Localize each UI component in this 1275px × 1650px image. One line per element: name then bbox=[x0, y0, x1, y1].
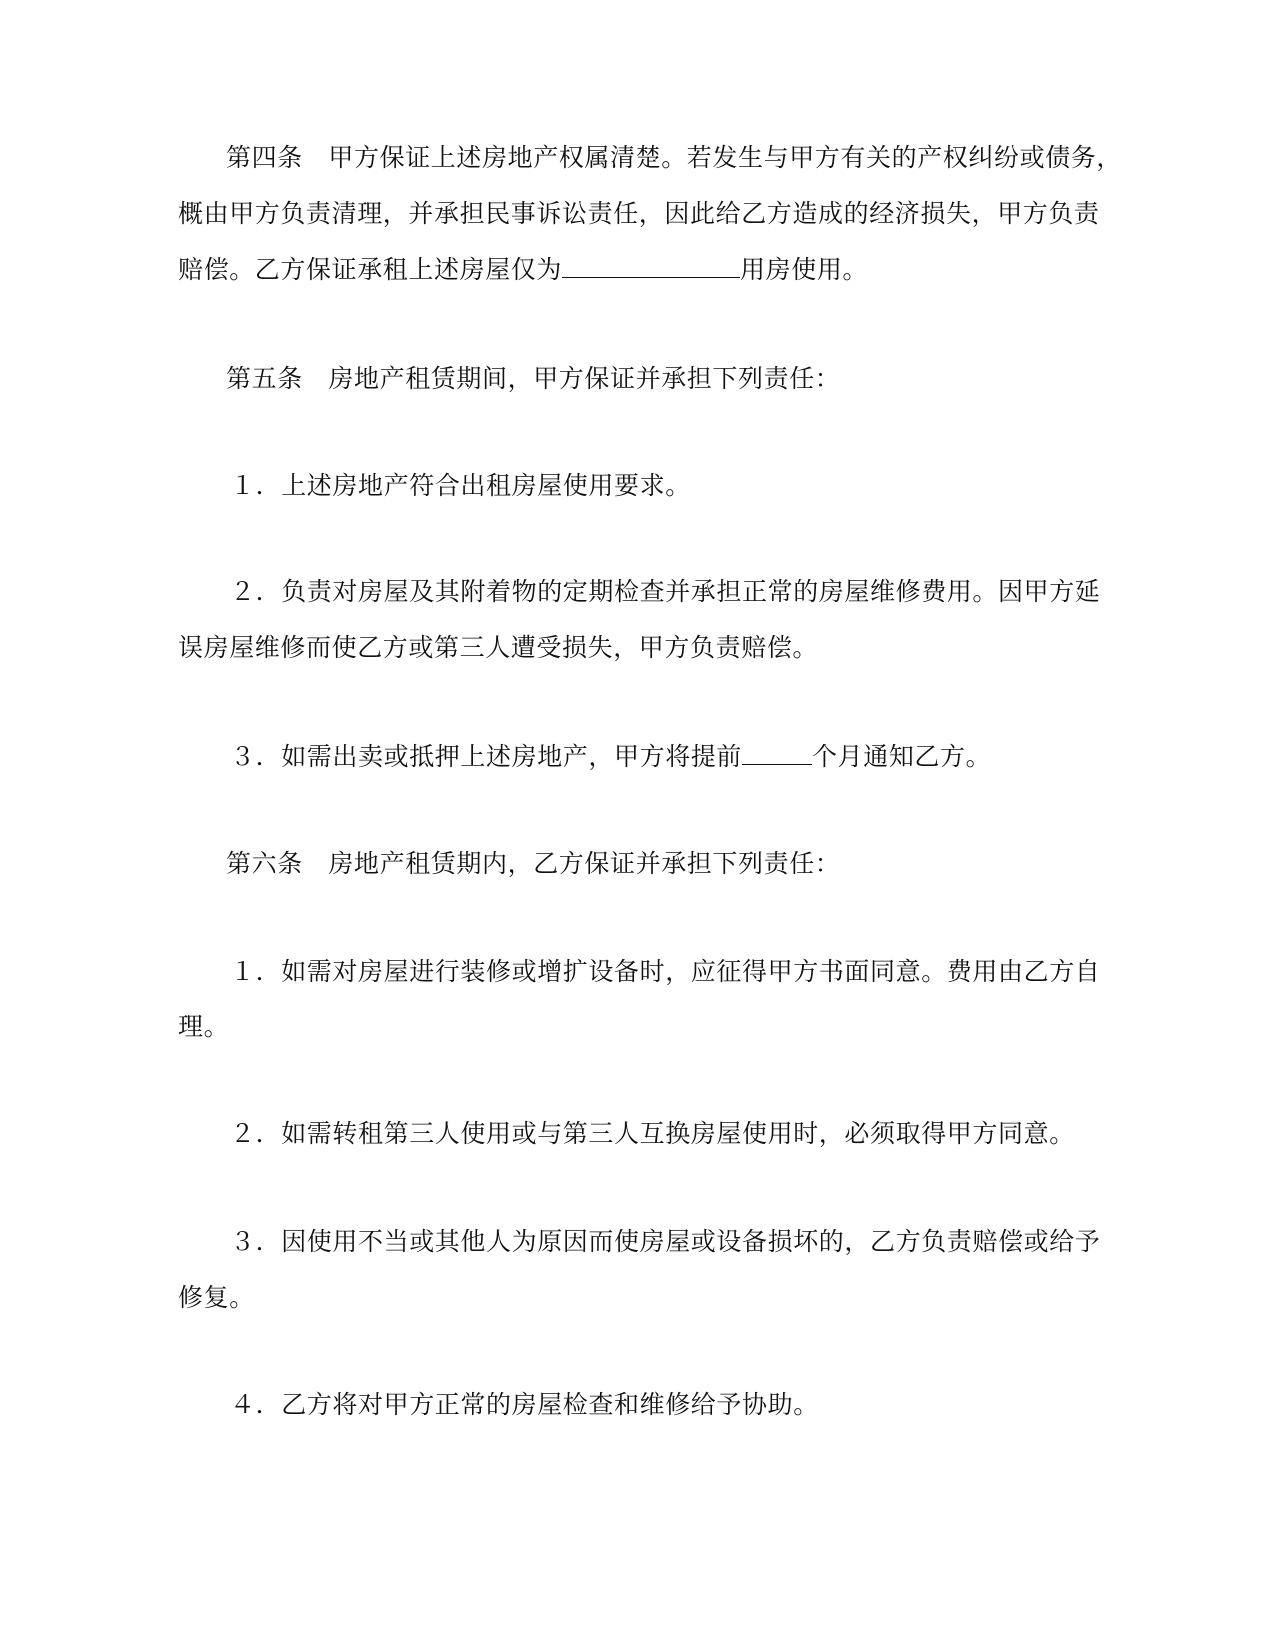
article-5-item-2-line-2: 误房屋维修而使乙方或第三人遭受损失，甲方负责赔偿。 bbox=[178, 633, 819, 662]
article-5-item-1: １．上述房地产符合出租房屋使用要求。 bbox=[230, 471, 691, 500]
article-4-line-1: 第四条 甲方保证上述房地产权属清楚。若发生与甲方有关的产权纠纷或债务， bbox=[226, 143, 1123, 172]
article-4-line-3-suffix: 用房使用。 bbox=[740, 255, 869, 284]
months-blank bbox=[742, 740, 812, 765]
article-6-item-3-line-2: 修复。 bbox=[178, 1283, 255, 1312]
article-4-line-3 bbox=[178, 253, 868, 286]
article-6-heading: 第六条 房地产租赁期内，乙方保证并承担下列责任： bbox=[226, 849, 841, 878]
article-4-line-2: 概由甲方负责清理，并承担民事诉讼责任，因此给乙方造成的经济损失，甲方负责 bbox=[178, 199, 1100, 228]
article-5-item-2-line-1: ２．负责对房屋及其附着物的定期检查并承担正常的房屋维修费用。因甲方延 bbox=[230, 577, 1101, 606]
article-5-item-3-text: ３．如需出卖或抵押上述房地产，甲方将提前 bbox=[230, 742, 743, 771]
article-6-item-3-line-1: ３．因使用不当或其他人为原因而使房屋或设备损坏的，乙方负责赔偿或给予 bbox=[230, 1227, 1101, 1256]
article-6-item-2: ２．如需转租第三人使用或与第三人互换房屋使用时，必须取得甲方同意。 bbox=[230, 1119, 1075, 1148]
article-4-line-3-text: 赔偿。乙方保证承租上述房屋仅为 bbox=[178, 255, 563, 284]
article-5-item-3 bbox=[230, 740, 991, 773]
usage-blank bbox=[562, 253, 740, 278]
article-6-item-1-line-2: 理。 bbox=[178, 1012, 230, 1041]
article-5-item-3-suffix: 个月通知乙方。 bbox=[812, 742, 992, 771]
article-5-heading: 第五条 房地产租赁期间，甲方保证并承担下列责任： bbox=[226, 364, 841, 393]
article-6-item-4: ４．乙方将对甲方正常的房屋检查和维修给予协助。 bbox=[230, 1390, 819, 1419]
article-6-item-1-line-1: １．如需对房屋进行装修或增扩设备时，应征得甲方书面同意。费用由乙方自 bbox=[230, 957, 1101, 986]
